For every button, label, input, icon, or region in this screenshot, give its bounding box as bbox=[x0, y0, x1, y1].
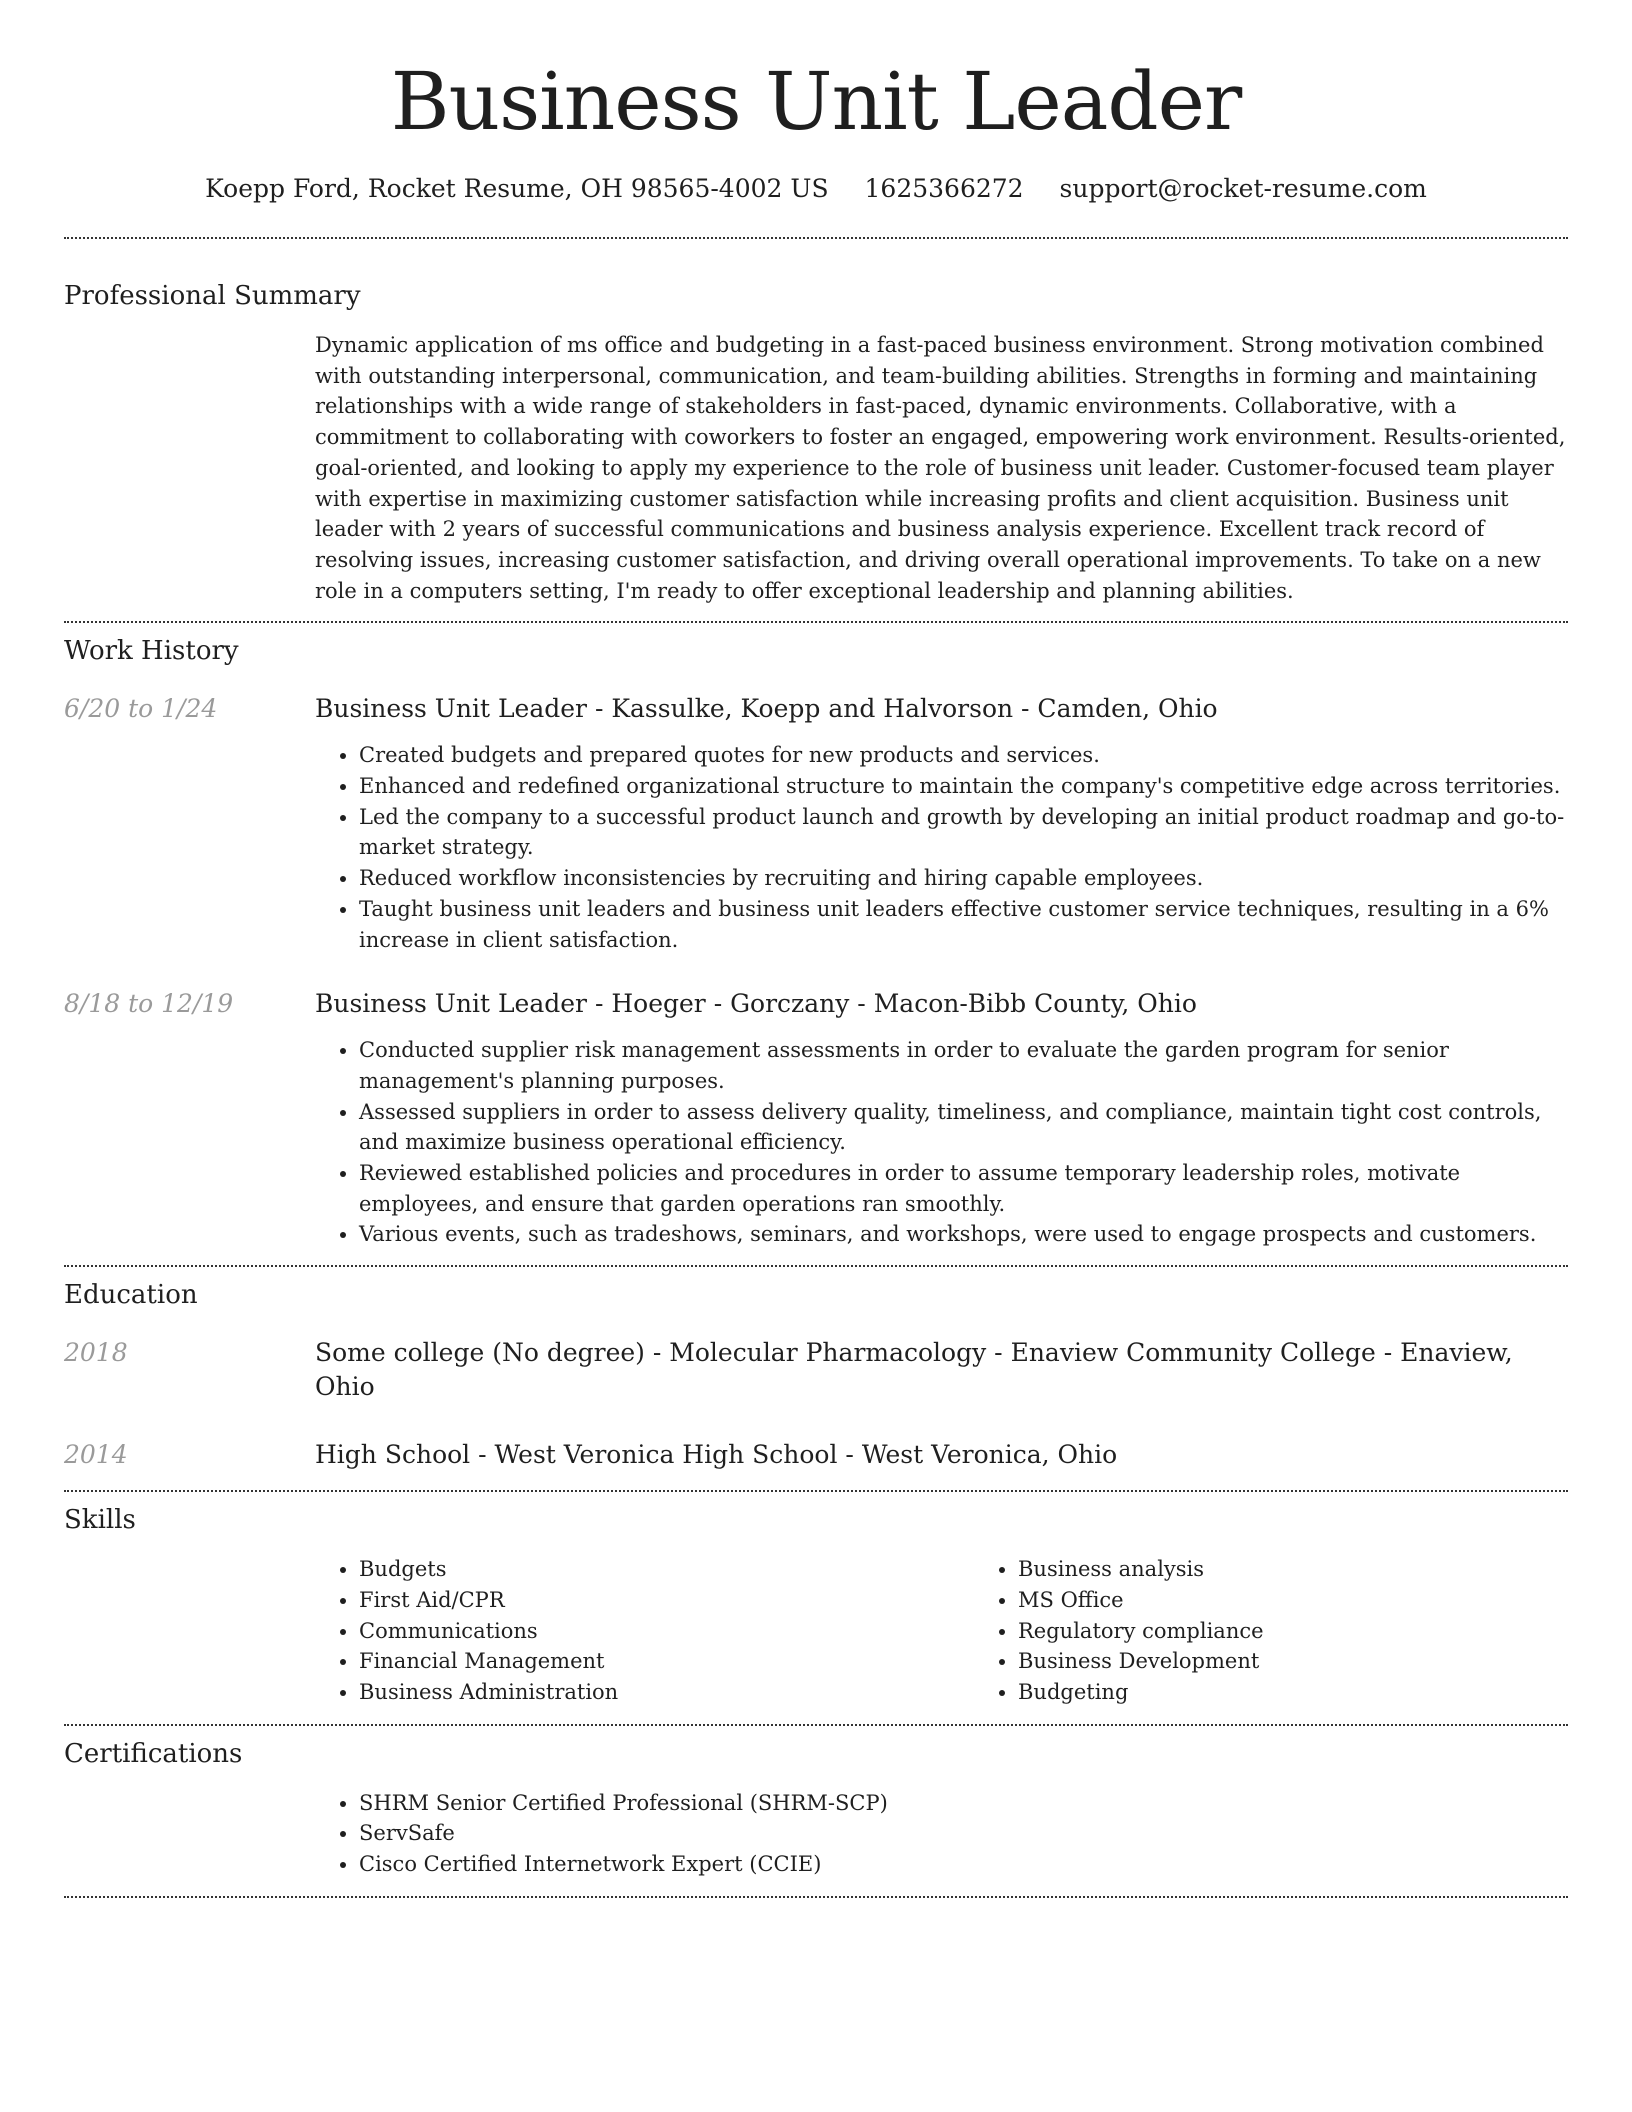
section-title-work: Work History bbox=[64, 636, 239, 667]
list-item: • Communications bbox=[359, 1616, 974, 1647]
education-text: Some college (No degree) - Molecular Pharmacology - Enaview Community College - Enaview, Ohio bbox=[315, 1338, 1513, 1402]
list-item: • Assessed suppliers in order to assess delivery quality, timeliness, and compliance, maintain tight cost controls, and maximize business operational efficiency. bbox=[359, 1097, 1568, 1158]
list-item: • Reviewed established policies and procedures in order to assume temporary leadership roles, motivate employees, and ensure that garden operations ran smoothly. bbox=[359, 1158, 1568, 1219]
list-item: • Business analysis bbox=[1018, 1554, 1264, 1585]
job-bullets bbox=[315, 1035, 1568, 1250]
list-item: • MS Office bbox=[1018, 1585, 1264, 1616]
skills-list-left bbox=[315, 1554, 974, 1708]
contact-line bbox=[64, 172, 1568, 206]
list-item: • Budgeting bbox=[1018, 1677, 1264, 1708]
divider bbox=[64, 237, 1568, 239]
list-item: • Various events, such as tradeshows, seminars, and workshops, were used to engage prospects and customers. bbox=[359, 1219, 1568, 1250]
skills-list-right bbox=[974, 1554, 1264, 1708]
section-title-skills: Skills bbox=[64, 1505, 136, 1536]
list-item: • Led the company to a successful product launch and growth by developing an initial product roadmap and go-to-market strategy. bbox=[359, 802, 1568, 863]
contact-email: support@rocket-resume.com bbox=[1059, 174, 1427, 203]
education-text: High School - West Veronica High School - West Veronica, Ohio bbox=[315, 1440, 1118, 1470]
job-heading: Business Unit Leader - Hoeger - Gorczany - Macon-Bibb County, Ohio bbox=[315, 989, 1197, 1019]
certifications-list bbox=[315, 1788, 1568, 1880]
education-year: 2014 bbox=[64, 1440, 128, 1470]
list-item: • Budgets bbox=[359, 1554, 974, 1585]
list-item: • Created budgets and prepared quotes for new products and services. bbox=[359, 740, 1568, 771]
education-year: 2018 bbox=[64, 1338, 128, 1368]
list-item: • SHRM Senior Certified Professional (SHRM-SCP) bbox=[359, 1788, 1568, 1819]
summary-text: Dynamic application of ms office and budgeting in a fast-paced business environment. Strong motivation combined with outstanding interpersonal, communication, and team-building abilities. Strengths in forming and maintaining relationships with a wide range of stakeholders in fast-paced, dynamic environments. Collaborative, with a commitment to collaborating with coworkers to foster an engaged, empowering work environment. Results-oriented, goal-oriented, and looking to apply my experience to the role of business unit leader. Customer-focused team player with expertise in maximizing customer satisfaction while increasing profits and client acquisition. Business unit leader with 2 years of successful communications and business analysis experience. Excellent track record of resolving issues, increasing customer satisfaction, and driving overall operational improvements. To take on a new role in a computers setting, I'm ready to offer exceptional leadership and planning abilities. bbox=[315, 333, 1566, 603]
list-item: • Cisco Certified Internetwork Expert (CCIE) bbox=[359, 1849, 1568, 1880]
list-item: • Enhanced and redefined organizational structure to maintain the company's competitive edge across territories. bbox=[359, 771, 1568, 802]
divider bbox=[64, 621, 1568, 623]
education-entry bbox=[64, 1438, 1568, 1472]
list-item: • Reduced workflow inconsistencies by recruiting and hiring capable employees. bbox=[359, 863, 1568, 894]
list-item: • Regulatory compliance bbox=[1018, 1616, 1264, 1647]
contact-phone: 1625366272 bbox=[864, 174, 1024, 203]
education-entry bbox=[64, 1336, 1568, 1404]
job-heading: Business Unit Leader - Kassulke, Koepp and Halvorson - Camden, Ohio bbox=[315, 694, 1218, 724]
list-item: • Business Development bbox=[1018, 1646, 1264, 1677]
list-item: • ServSafe bbox=[359, 1818, 1568, 1849]
divider bbox=[64, 1490, 1568, 1492]
resume-name: Business Unit Leader bbox=[390, 55, 1242, 148]
contact-address: Koepp Ford, Rocket Resume, OH 98565-4002 US bbox=[205, 174, 829, 203]
job-bullets bbox=[315, 740, 1568, 955]
list-item: • Business Administration bbox=[359, 1677, 974, 1708]
job-entry bbox=[64, 692, 1568, 726]
job-entry bbox=[64, 987, 1568, 1021]
list-item: • First Aid/CPR bbox=[359, 1585, 974, 1616]
section-title-certifications: Certifications bbox=[64, 1738, 243, 1769]
section-title-summary: Professional Summary bbox=[64, 281, 361, 311]
list-item: • Financial Management bbox=[359, 1646, 974, 1677]
divider bbox=[64, 1265, 1568, 1267]
list-item: • Conducted supplier risk management assessments in order to evaluate the garden program for senior management's planning purposes. bbox=[359, 1035, 1568, 1096]
section-title-education: Education bbox=[64, 1280, 198, 1311]
divider bbox=[64, 1724, 1568, 1726]
job-dates: 6/20 to 1/24 bbox=[64, 694, 218, 724]
job-dates: 8/18 to 12/19 bbox=[64, 989, 234, 1019]
divider bbox=[64, 1896, 1568, 1898]
list-item: • Taught business unit leaders and business unit leaders effective customer service techniques, resulting in a 6% increase in client satisfaction. bbox=[359, 894, 1568, 955]
